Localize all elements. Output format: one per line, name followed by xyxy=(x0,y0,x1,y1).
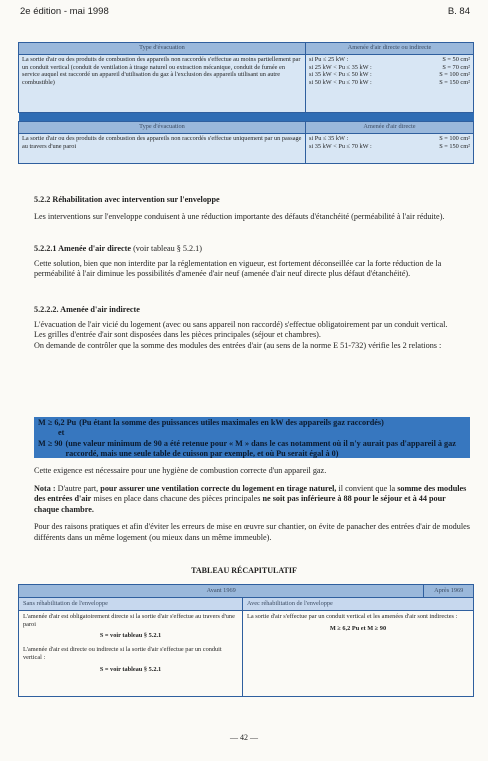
page-number: — 42 — xyxy=(230,733,258,742)
table1-row: si 25 kW < Pu ≤ 35 kW : S = 70 cm² xyxy=(309,63,470,71)
recap-col-left: Sans réhabilitation de l'enveloppe xyxy=(19,597,243,610)
table2-left-header: Type d'évacuation xyxy=(19,122,306,134)
paragraph: On demande de contrôler que la somme des modules des entrées d'air (au sens de la norme E 51-732) vérifie les 2 relations : xyxy=(34,340,442,350)
paragraph: Pour des raisons pratiques et afin d'éviter les erreurs de mise en œuvre sur chantier, on évite de panacher des entrées d'air de modules différents dans un même logement (ou mieux dans un même immeuble). xyxy=(34,522,470,542)
nota-paragraph: Nota : D'autre part, pour assurer une ventilation correcte du logement en tirage naturel, il convient que la somme des modules des entrées d'air mises en place dans chacune des pièces principales ne soit pas inférieure à 88 pour le séjour et à 44 pour chaque chambre. xyxy=(34,483,467,514)
formula-et: et xyxy=(58,428,65,438)
paragraph: Les interventions sur l'enveloppe conduisent à une réduction importante des défauts d'étanchéité (perméabilité à l'air réduite). xyxy=(34,211,445,221)
paragraph: Cette exigence est nécessaire pour une hygiène de combustion correcte d'un appareil gaz. xyxy=(34,466,327,475)
section-5-2-2-2 xyxy=(34,305,470,351)
page-reference: B. 84 xyxy=(447,6,470,17)
formula-box xyxy=(34,417,470,458)
recap-left-cell: L'amenée d'air est obligatoirement directe si la sortie d'air s'effectue au travers d'une paroi S = voir tableau § 5.2.1 L'amenée d'air est directe ou indirecte si la sortie d'air s'effectue par un conduit vertical : S = voir tableau § 5.2.1 xyxy=(19,610,243,696)
subsection-heading: 5.2.2.2. Amenée d'air indirecte xyxy=(34,305,140,314)
recap-right-cell: La sortie d'air s'effectue par un conduit vertical et les amenées d'air sont indirectes : M ≥ 6,2 Pu et M ≥ 90 xyxy=(243,610,474,696)
subsection-heading: 5.2.2.1 Amenée d'air directe (voir tableau § 5.2.1) xyxy=(34,244,202,253)
table1-right-cell xyxy=(306,55,474,113)
recap-title: TABLEAU RÉCAPITULATIF xyxy=(191,566,297,575)
table2-row: si 35 kW < Pu ≤ 70 kW : S = 150 cm² xyxy=(309,142,470,150)
table1-right-header: Amenée d'air directe ou indirecte xyxy=(306,43,474,55)
section-heading: 5.2.2 Réhabilitation avec intervention sur l'enveloppe xyxy=(34,195,220,204)
paragraph: Cette solution, bien que non interdite par la réglementation en vigueur, est fortement déconseillée car la forte réduction de la perméabilité à l'air diminue les possibilités d'amenée d'air neuf (amenée d'air neuf directe plus défaut d'étanchéité). xyxy=(34,258,442,278)
recap-col-right: Avec réhabilitation de l'enveloppe xyxy=(243,597,474,610)
after-formula-text xyxy=(34,466,470,543)
paragraph: Les grilles d'entrée d'air sont disposées dans les pièces principales (séjour et chambres). xyxy=(34,330,321,339)
section-5-2-2 xyxy=(34,195,470,222)
table2-row: si Pu ≤ 35 kW : S = 100 cm² xyxy=(309,135,470,142)
table2-right-header: Amenée d'air directe xyxy=(306,122,474,134)
recap-after-header: Après 1969 xyxy=(424,585,474,598)
formula-line-1: M ≥ 6,2 Pu (Pu étant la somme des puissances utiles maximales en kW des appareils gaz raccordés) xyxy=(38,418,384,427)
paragraph: L'évacuation de l'air vicié du logement (avec ou sans appareil non raccordé) s'effectue obligatoirement par un conduit vertical. xyxy=(34,319,448,329)
table2-left-cell: La sortie d'air ou des produits de combustion des appareils non raccordés s'effectue uniquement par un passage au travers d'une paroi xyxy=(19,134,306,164)
table-separator-band xyxy=(19,113,474,122)
table1-row: si 35 kW < Pu ≤ 50 kW : S = 100 cm² xyxy=(309,71,470,79)
table1-left-header: Type d'évacuation xyxy=(19,43,306,55)
recap-before-header: Avant 1969 xyxy=(19,585,424,598)
formula-line-2: M ≥ 90 (une valeur minimum de 90 a été retenue pour « M » dans le cas notamment où il n'y aurait pas d'appareil à gaz raccordé, mais une seule table de cuisson par exemple, et où Pu serait égal à 0) xyxy=(38,438,456,458)
table1-row: si Pu ≤ 25 kW : S = 50 cm² xyxy=(309,56,470,63)
evacuation-table-1 xyxy=(18,42,474,164)
table1-row: si 50 kW < Pu ≤ 70 kW : S = 150 cm² xyxy=(309,79,470,87)
recap-table xyxy=(18,584,474,697)
table2-right-cell xyxy=(306,134,474,164)
table1-left-cell: La sortie d'air ou des produits de combustion des appareils non raccordés s'effectue au moins partiellement par un conduit vertical (conduit de ventilation à tirage naturel ou extraction mécanique, conduit de fumée en service auquel est raccordé un appareil d'utilisation du gaz à l'exclusion des appareils utilisant un autre combustible) xyxy=(19,55,306,113)
section-5-2-2-1 xyxy=(34,244,470,280)
edition-label: 2e édition - mai 1998 xyxy=(20,6,109,17)
